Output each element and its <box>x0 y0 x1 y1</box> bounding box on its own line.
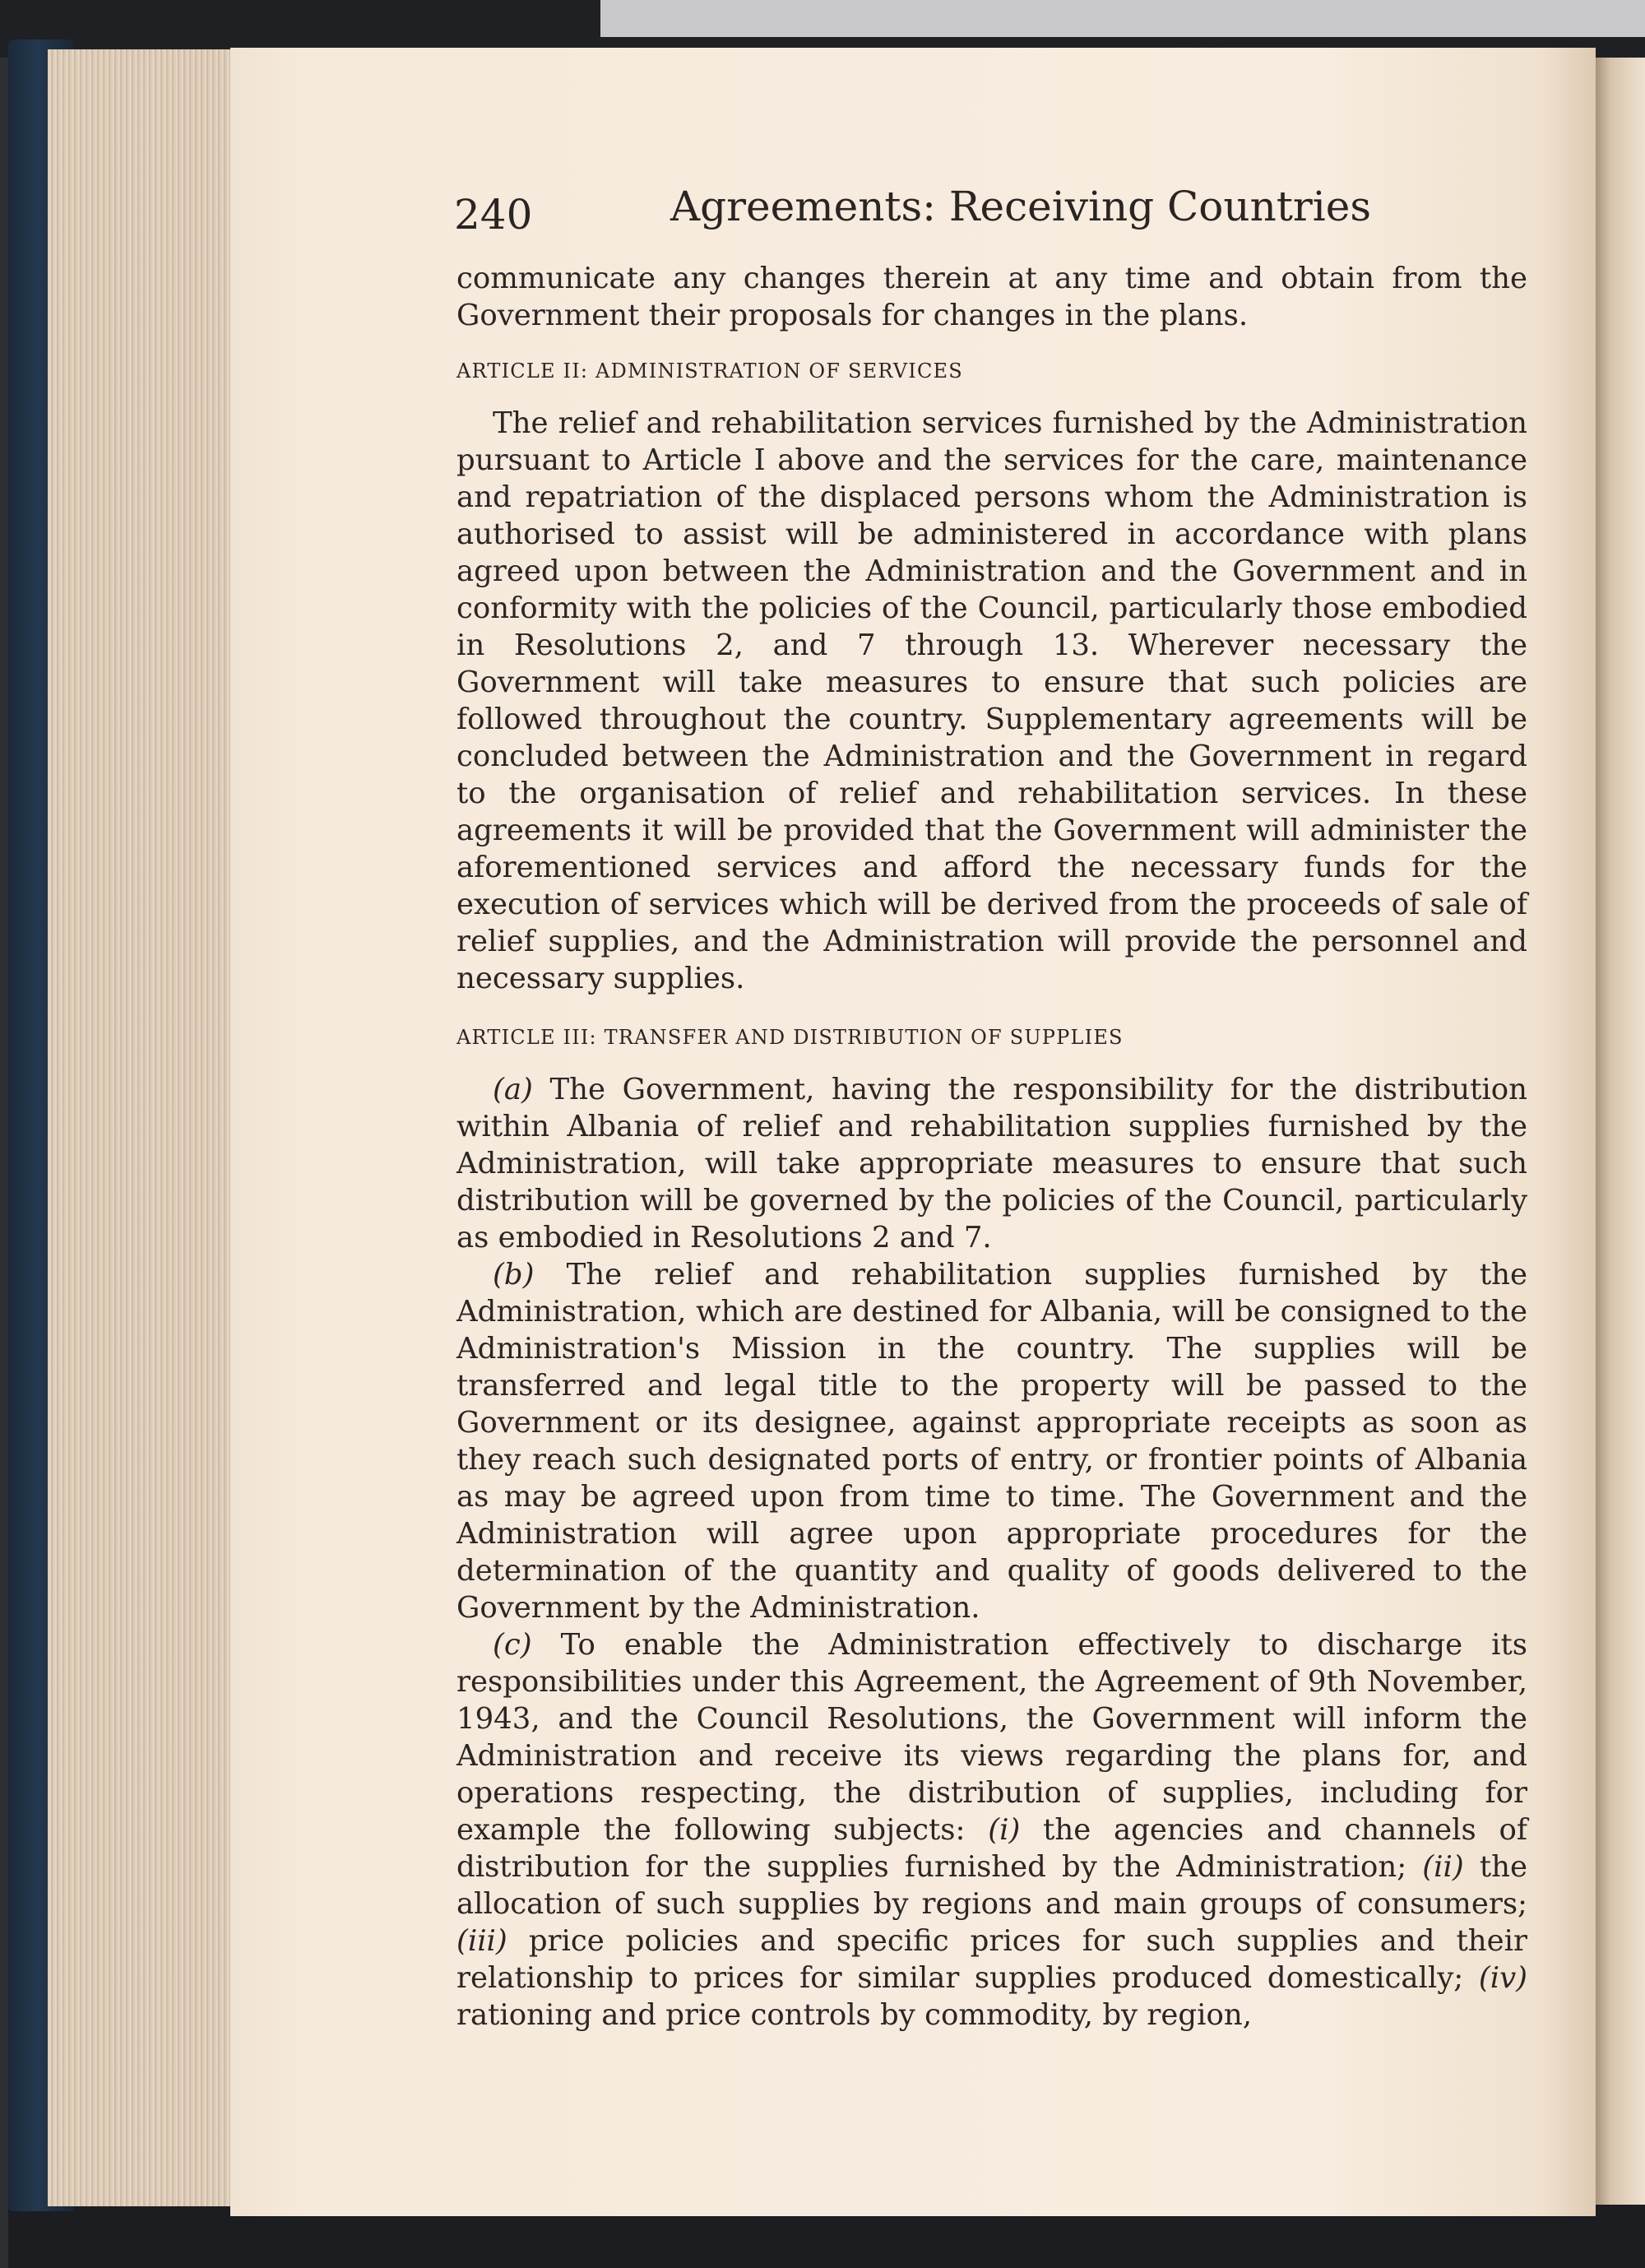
para-a-label: (a) <box>493 1073 533 1106</box>
page-header <box>454 183 1523 247</box>
item-ii-label: (ii) <box>1422 1850 1464 1884</box>
article-3-heading: ARTICLE III: TRANSFER AND DISTRIBUTION OF SUPPLIES <box>456 1026 1124 1049</box>
item-iii-text: price policies and specific prices for such supplies and their relationship to prices for similar supplies produced domestically; <box>456 1924 1527 1995</box>
article-3-paragraph-c <box>456 1626 1527 2034</box>
running-title: Agreements: Receiving Countries <box>670 183 1372 230</box>
item-iv-text: rationing and price controls by commodity, by region, <box>456 1998 1252 2032</box>
item-i-text: the agencies and channels of distribution for the supplies furnished by the Administration; <box>456 1813 1528 1884</box>
article-3-paragraph-b <box>456 1256 1527 1626</box>
continuation-paragraph: communicate any changes therein at any time and obtain from the Government their proposals for changes in the plans. <box>456 262 1527 332</box>
facing-page-edge <box>1596 58 1645 2205</box>
backdrop-light-strip <box>600 0 1645 37</box>
item-i-label: (i) <box>988 1813 1021 1847</box>
para-c-label: (c) <box>493 1628 532 1662</box>
para-c-text: To enable the Administration effectively to discharge its responsibilities under this Agreement, the Agreement of 9th November, 1943, and the Council Resolutions, the Government will inform the Administration and receive its views regarding the plans for, and operations respecting, the distribution of supplies, including for example the following subjects: <box>456 1628 1527 1847</box>
item-iv-label: (iv) <box>1478 1961 1527 1995</box>
item-ii-text: the allocation of such supplies by regions and main groups of consumers; <box>456 1850 1527 1921</box>
para-a-text: The Government, having the responsibility for the distribution within Albania of relief and rehabilitation supplies furnished by the Administration, will take appropriate measures to ensure that such distribution will be governed by the policies of the Council, particularly as embodied in Resolutions 2 and 7. <box>456 1073 1527 1255</box>
para-b-text: The relief and rehabilitation supplies furnished by the Administration, which are destined for Albania, will be consigned to the Administration's Mission in the country. The supplies will be transferred and legal title to the property will be passed to the Government or its designee, against appropriate receipts as soon as they reach such designated ports of entry, or frontier points of Albania as may be agreed upon from time to time. The Government and the Administration will agree upon appropriate procedures for the determination of the quantity and quality of goods delivered to the Government by the Administration. <box>456 1258 1527 1625</box>
article-3-paragraph-a <box>456 1071 1527 1256</box>
para-b-label: (b) <box>493 1258 535 1292</box>
item-iii-label: (iii) <box>456 1924 507 1958</box>
article-2-heading: ARTICLE II: ADMINISTRATION OF SERVICES <box>456 359 963 383</box>
page-number: 240 <box>454 191 533 239</box>
page-body <box>456 260 1527 2034</box>
article-2-paragraph: The relief and rehabilitation services furnished by the Administration pursuant to Article I above and the services for the care, maintenance and repatriation of the displaced persons whom the Administration is authorised to assist will be administered in accordance with plans agreed upon between the Administration and the Government and in conformity with the policies of the Council, particularly those embodied in Resolutions 2, and 7 through 13. Wherever necessary the Government will take measures to ensure that such policies are followed throughout the country. Supplementary agreements will be concluded between the Administration and the Government in regard to the organisation of relief and rehabilitation services. In these agreements it will be provided that the Government will administer the aforementioned services and afford the necessary funds for the execution of services which will be derived from the proceeds of sale of relief supplies, and the Administration will provide the personnel and necessary supplies. <box>456 406 1527 995</box>
page-edges <box>48 49 245 2206</box>
